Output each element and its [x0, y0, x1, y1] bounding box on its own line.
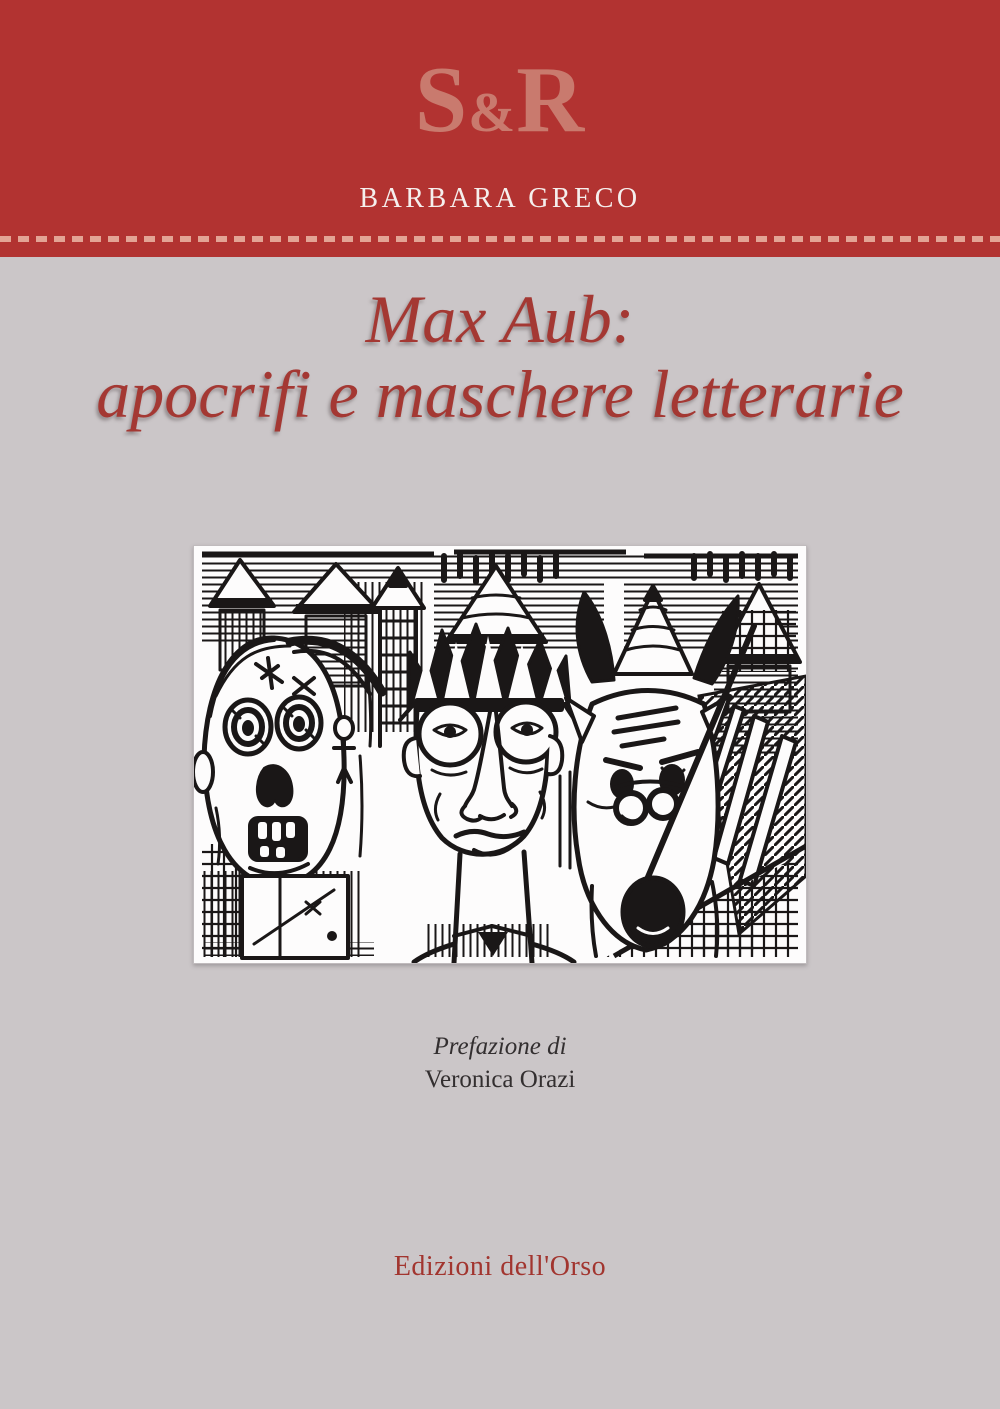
- series-logo: [0, 50, 1000, 163]
- cover-illustration: [193, 545, 807, 964]
- preface-label: Prefazione di: [433, 1033, 567, 1060]
- book-title: [0, 282, 1000, 432]
- series-logo-r: R: [516, 48, 586, 152]
- preface-author: Veronica Orazi: [424, 1066, 576, 1093]
- preface-block: [0, 1030, 1000, 1096]
- book-title-line2: apocrifi e maschere letterarie: [96, 356, 904, 432]
- publisher-name: Edizioni dell'Orso: [393, 1251, 607, 1282]
- header-band: [0, 0, 1000, 257]
- series-logo-s: S: [414, 48, 469, 152]
- series-logo-ampersand: &: [468, 82, 517, 144]
- dashed-separator: [0, 236, 1000, 242]
- author-name: BARBARA GRECO: [359, 183, 641, 214]
- book-title-line1: Max Aub:: [365, 281, 635, 357]
